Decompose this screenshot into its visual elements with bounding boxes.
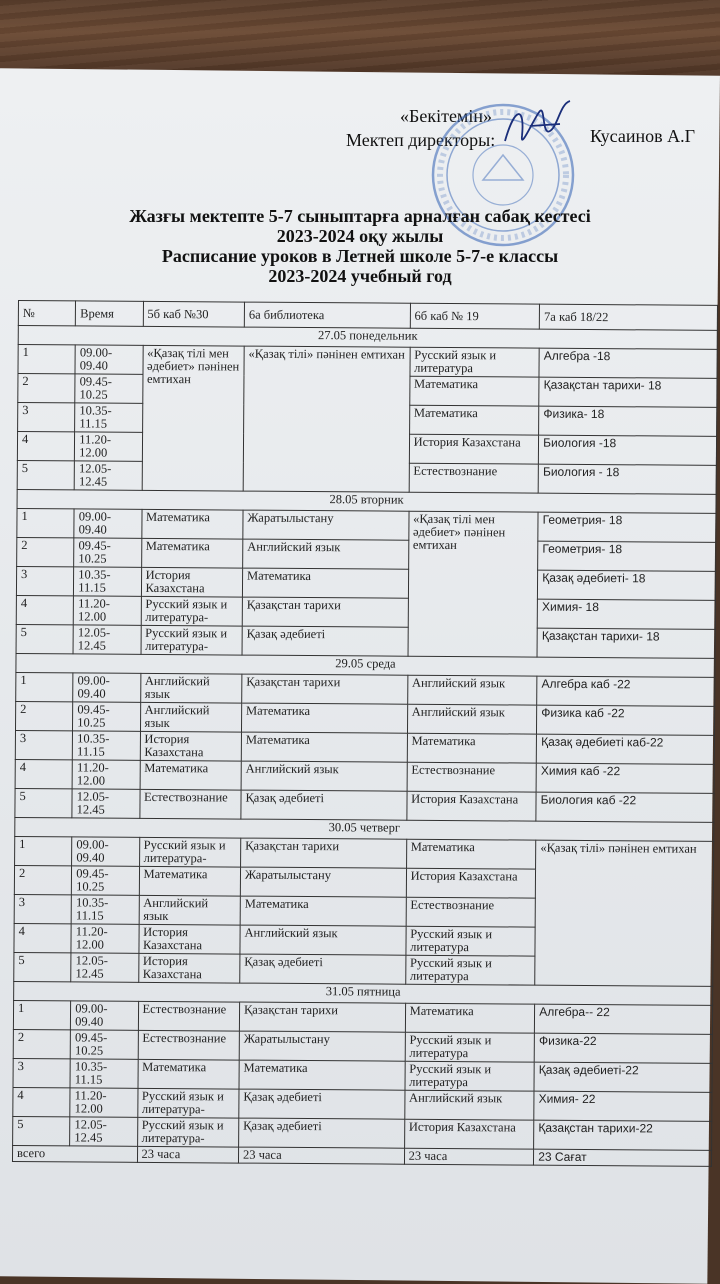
lesson-number: 4 [13, 1087, 70, 1116]
table-cell: Қазақ әдебиеті [239, 1118, 405, 1148]
merged-exam-cell: «Қазақ тілі мен әдебиет» пәнінен емтихан [408, 511, 539, 657]
table-cell: Русский язык и литература- [137, 1088, 239, 1118]
table-cell: Русский язык и литература [410, 347, 540, 377]
table-cell: Жаратылыстану [240, 867, 406, 897]
col-number: № [18, 301, 75, 326]
lesson-time: 12.05-12.45 [72, 789, 139, 818]
table-cell: Биология -18 [539, 435, 717, 465]
title-year-kazakh: 2023-2024 оқу жылы [276, 226, 444, 246]
table-cell: Английский язык [407, 704, 537, 734]
table-cell: Химия- 22 [534, 1091, 712, 1121]
table-cell: Русский язык и литература [405, 955, 535, 985]
lesson-time: 11.20-12.00 [75, 432, 142, 461]
table-cell: Қазақ әдебиеті [240, 954, 406, 984]
wood-grain [0, 0, 720, 80]
table-cell: Английский язык [240, 925, 406, 955]
table-cell: Математика [409, 405, 539, 435]
lesson-time: 09.00-09.40 [74, 509, 141, 538]
table-cell: Математика [241, 703, 407, 733]
table-cell: Английский язык [404, 1090, 534, 1120]
table-cell: История Казахстана [140, 731, 242, 761]
table-cell: Английский язык [140, 702, 242, 732]
schedule-table [12, 300, 718, 1167]
table-cell: Химия каб -22 [536, 763, 714, 793]
table-cell: Математика [140, 760, 242, 790]
table-cell: Русский язык и литература [405, 1032, 535, 1062]
table-cell: Русский язык и литература- [137, 1117, 239, 1147]
table-cell: Алгебра каб -22 [537, 676, 715, 706]
lesson-time: 09.00-09.40 [72, 837, 139, 866]
table-cell: Геометрия- 18 [538, 512, 716, 542]
table-cell: Русский язык и литература- [141, 625, 243, 655]
table-cell: Биология - 18 [538, 464, 716, 494]
table-cell: Английский язык [241, 761, 407, 791]
lesson-time: 09.00-09.40 [73, 673, 140, 702]
title-russian: Расписание уроков в Летней школе 5-7-е классы [161, 246, 559, 266]
lesson-number: 5 [15, 788, 72, 817]
table-cell: История Казахстана [407, 791, 537, 821]
lesson-number: 1 [13, 1000, 70, 1029]
lesson-number: 4 [16, 595, 73, 624]
table-cell: Естествознание [138, 1001, 240, 1031]
merged-exam-cell: «Қазақ тілі» пәнінен емтихан [535, 840, 714, 986]
col-time: Время [76, 301, 143, 326]
table-cell: Қазақстан тарихи [242, 674, 408, 704]
table-cell: История Казахстана [409, 434, 539, 464]
table-cell: Математика [241, 732, 407, 762]
lesson-time: 09.45-10.25 [70, 1030, 137, 1059]
lesson-number: 1 [16, 672, 73, 701]
signature [500, 96, 580, 156]
table-cell: Қазақстан тарихи [239, 1002, 405, 1032]
table-cell: Естествознание [139, 789, 241, 819]
lesson-time: 11.20-12.00 [72, 760, 139, 789]
table-cell: Естествознание [138, 1030, 240, 1060]
lesson-time: 12.05-12.45 [70, 1117, 137, 1146]
lesson-time: 12.05-12.45 [73, 625, 140, 654]
col-6a: 6а библиотека [244, 302, 410, 328]
table-cell: Қазақ әдебиеті-22 [534, 1062, 712, 1092]
col-5b: 5б каб №30 [143, 301, 245, 327]
table-cell: Алгебра -18 [539, 348, 717, 378]
merged-exam-cell: «Қазақ тілі» пәнінен емтихан [243, 346, 410, 492]
table-cell: Қазақ әдебиеті [241, 790, 407, 820]
table-cell: Русский язык и литература- [139, 837, 241, 867]
lesson-time: 09.45-10.25 [72, 866, 139, 895]
lesson-time: 09.45-10.25 [73, 702, 140, 731]
table-cell: Математика [239, 1060, 405, 1090]
lesson-number: 3 [16, 566, 73, 595]
table-cell: Жаратылыстану [239, 1031, 405, 1061]
total-label: всего [12, 1145, 137, 1162]
lesson-time: 09.00-09.40 [75, 345, 142, 374]
table-cell: История Казахстана [406, 868, 536, 898]
lesson-time: 11.20-12.00 [73, 596, 140, 625]
table-cell: Естествознание [407, 762, 537, 792]
merged-exam-cell: «Қазақ тілі мен әдебиет» пәнінен емтихан [142, 345, 244, 491]
table-cell: История Казахстана [404, 1119, 534, 1149]
lesson-time: 11.20-12.00 [70, 1088, 137, 1117]
total-cell: 23 часа [238, 1147, 404, 1164]
table-cell: Математика [141, 538, 243, 568]
table-cell: Алгебра-- 22 [535, 1004, 713, 1034]
lesson-number: 5 [14, 952, 71, 981]
lesson-time: 12.05-12.45 [71, 953, 138, 982]
table-cell: Жаратылыстану [243, 510, 409, 540]
table-cell: Химия- 18 [537, 599, 715, 629]
lesson-time: 10.35-11.15 [75, 403, 142, 432]
table-cell: Математика [406, 839, 536, 869]
table-cell: Физика каб -22 [537, 705, 715, 735]
lesson-time: 10.35-11.15 [73, 731, 140, 760]
lesson-number: 5 [13, 1116, 70, 1145]
table-cell: Қазақстан тарихи-22 [534, 1120, 712, 1150]
lesson-number: 1 [17, 508, 74, 537]
table-cell: Физика-22 [534, 1033, 712, 1063]
day-title: 27.05 понедельник [18, 326, 717, 350]
total-cell: 23 Сағат [534, 1149, 712, 1166]
table-cell: Қазақ әдебиеті [242, 626, 408, 656]
table-cell: Математика [139, 866, 241, 896]
lesson-time: 11.20-12.00 [71, 924, 138, 953]
table-cell: Қазақ әдебиеті- 18 [538, 570, 716, 600]
table-cell: История Казахстана [138, 953, 240, 983]
table-cell: Қазақстан тарихи- 18 [537, 628, 715, 658]
lesson-time: 12.05-12.45 [74, 461, 141, 490]
lesson-number: 3 [14, 894, 71, 923]
table-cell: История Казахстана [141, 567, 243, 597]
lesson-number: 3 [15, 730, 72, 759]
col-7a: 7а каб 18/22 [539, 304, 717, 330]
lesson-number: 5 [16, 624, 73, 653]
day-title: 30.05 четверг [15, 817, 714, 841]
table-cell: Русский язык и литература [406, 926, 536, 956]
lesson-number: 2 [14, 865, 71, 894]
day-title: 31.05 пятница [14, 981, 713, 1005]
table-cell: Математика [407, 733, 537, 763]
lesson-number: 1 [18, 345, 75, 374]
table-cell: Қазақ әдебиеті каб-22 [536, 734, 714, 764]
day-title: 29.05 среда [16, 653, 715, 677]
lesson-number: 5 [17, 460, 74, 489]
table-cell: Қазақстан тарихи- 18 [539, 377, 717, 407]
title-year-russian: 2023-2024 учебный год [268, 266, 452, 286]
total-cell: 23 часа [137, 1146, 239, 1163]
table-cell: Математика [141, 509, 243, 539]
table-cell: Естествознание [406, 897, 536, 927]
director-name: Кусаинов А.Г [590, 126, 696, 146]
table-cell: Биология каб -22 [536, 792, 714, 822]
table-cell: История Казахстана [138, 924, 240, 954]
lesson-time: 10.35-11.15 [71, 895, 138, 924]
table-cell: Естествознание [409, 463, 539, 493]
table-cell: Физика- 18 [539, 406, 717, 436]
table-cell: Математика [242, 568, 408, 598]
table-cell: Қазақ әдебиеті [239, 1089, 405, 1119]
table-cell: Қазақстан тарихи [240, 838, 406, 868]
table-cell: Математика [405, 1003, 535, 1033]
day-title: 28.05 вторник [17, 489, 716, 513]
title-kazakh: Жазғы мектепте 5-7 сыныптарға арналған сабақ кестесі [129, 206, 591, 226]
table-cell: Английский язык [139, 895, 241, 925]
lesson-number: 1 [15, 836, 72, 865]
lesson-number: 2 [15, 701, 72, 730]
table-cell: Математика [240, 896, 406, 926]
lesson-number: 4 [17, 432, 74, 461]
table-cell: Английский язык [407, 675, 537, 705]
lesson-number: 3 [18, 403, 75, 432]
table-cell: Геометрия- 18 [538, 541, 716, 571]
table-cell: Английский язык [140, 673, 242, 703]
table-cell: Математика [138, 1059, 240, 1089]
table-cell: Қазақстан тарихи [242, 597, 408, 627]
lesson-number: 2 [13, 1029, 70, 1058]
approve-text: «Бекітемін» [400, 106, 492, 126]
lesson-number: 2 [18, 374, 75, 403]
director-label: Мектеп директоры: [346, 130, 496, 150]
lesson-time: 09.00-09.40 [71, 1001, 138, 1030]
table-cell: Русский язык и литература- [141, 596, 243, 626]
lesson-number: 2 [17, 537, 74, 566]
lesson-time: 09.45-10.25 [74, 538, 141, 567]
lesson-number: 4 [14, 923, 71, 952]
lesson-time: 10.35-11.15 [70, 1059, 137, 1088]
table-cell: Английский язык [243, 539, 409, 569]
lesson-number: 4 [15, 759, 72, 788]
total-cell: 23 часа [404, 1148, 534, 1165]
lesson-number: 3 [13, 1058, 70, 1087]
table-cell: Русский язык и литература [405, 1061, 535, 1091]
lesson-time: 09.45-10.25 [75, 374, 142, 403]
lesson-time: 10.35-11.15 [74, 567, 141, 596]
table-cell: Математика [409, 376, 539, 406]
col-6b: 6б каб № 19 [410, 303, 540, 329]
